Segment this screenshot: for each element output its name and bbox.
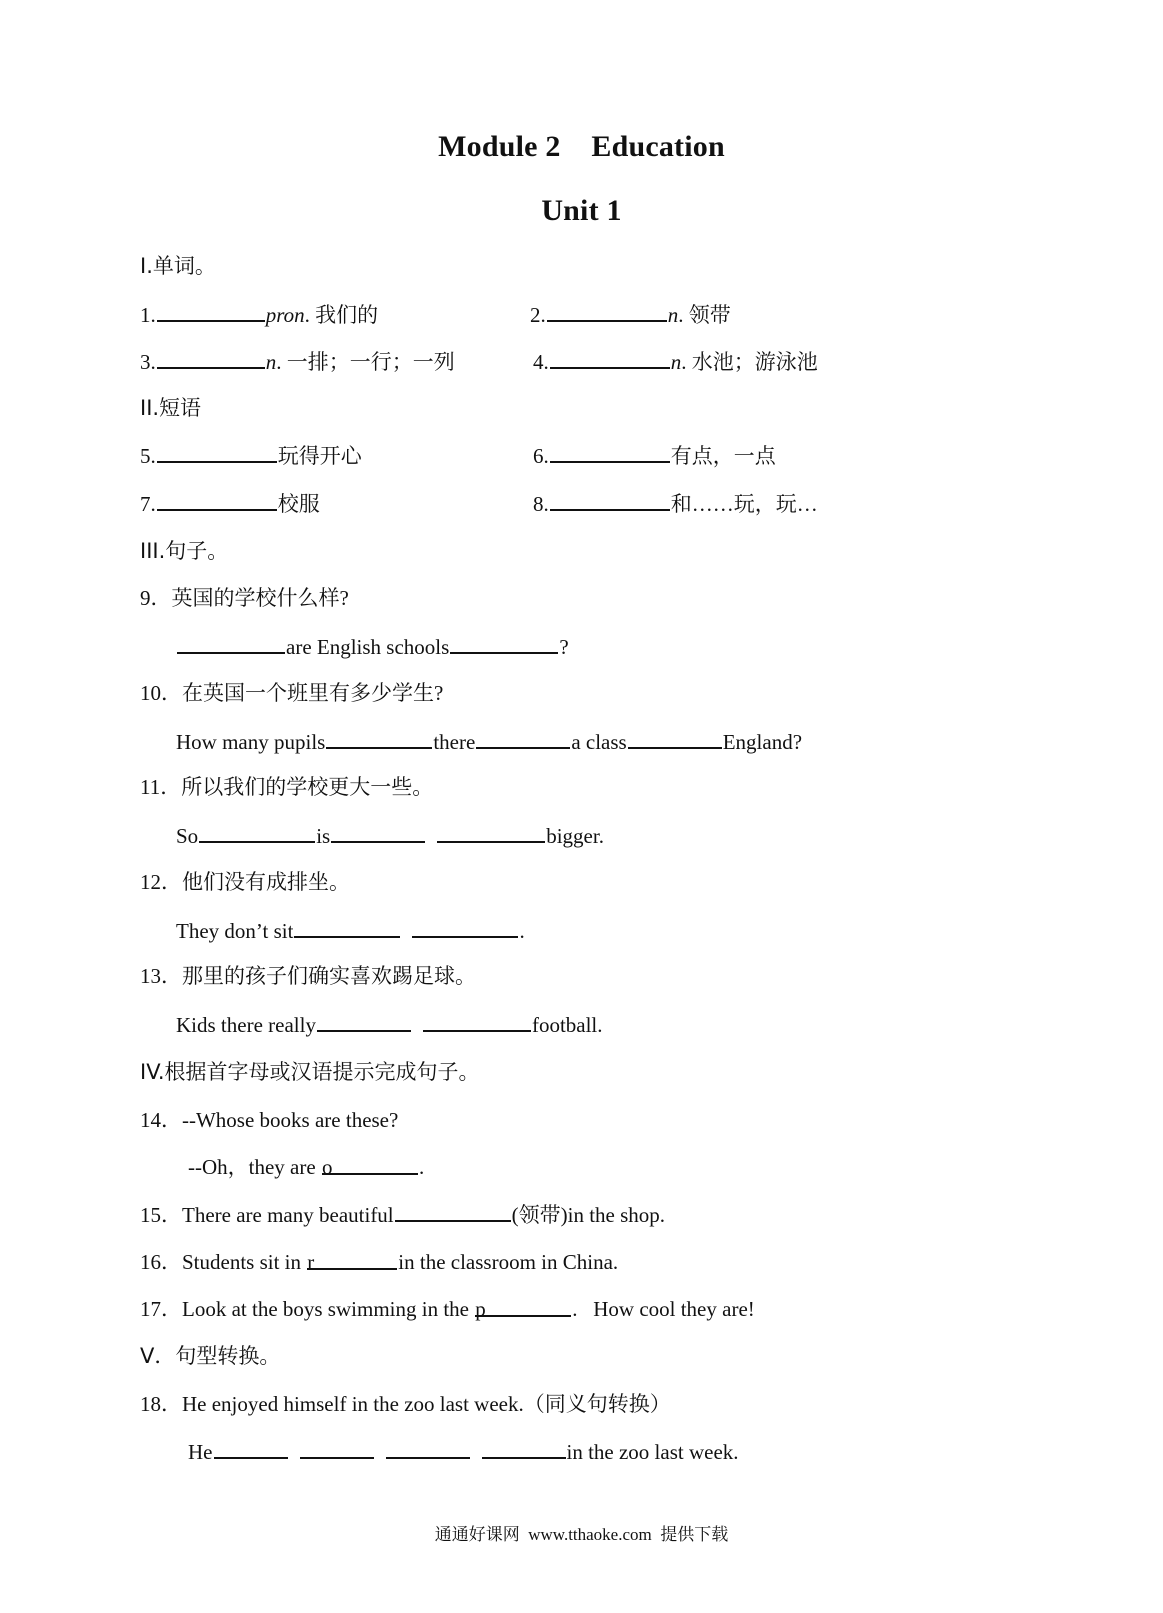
vocab-item-1 — [140, 300, 378, 329]
sentence-text: 17．Look at the boys swimming in the — [140, 1297, 475, 1321]
q13-english — [176, 1010, 603, 1039]
meaning: 玩得开心 — [277, 444, 362, 468]
item-number: 5. — [140, 444, 156, 468]
section-3-heading: III.句子。 — [140, 539, 229, 563]
sentence-text: 16．Students sit in — [140, 1250, 307, 1274]
meaning: 有点，一点 — [670, 444, 776, 468]
meaning: 校服 — [277, 492, 320, 516]
answer-blank[interactable] — [547, 300, 667, 322]
phrase-item-7 — [140, 489, 320, 518]
unit-title: Unit 1 — [541, 194, 622, 227]
sentence-text: (领带)in the shop. — [511, 1203, 666, 1227]
sentence-text: bigger. — [546, 824, 604, 848]
q12-english — [176, 916, 525, 945]
answer-blank[interactable] — [482, 1437, 566, 1459]
phrase-item-5 — [140, 441, 362, 470]
meaning: . 水池；游泳池 — [681, 350, 818, 374]
item-number: 1. — [140, 303, 156, 327]
answer-blank[interactable] — [157, 300, 265, 322]
part-of-speech: n — [667, 303, 679, 327]
meaning: . 一排；一行；一列 — [276, 350, 455, 374]
section-5-heading: V．句型转换。 — [140, 1344, 281, 1368]
sentence-text: 15．There are many beautiful — [140, 1203, 394, 1227]
sentence-text: are English schools — [286, 635, 450, 659]
answer-blank[interactable] — [437, 821, 545, 843]
q17 — [140, 1295, 755, 1323]
q9-chinese: 9．英国的学校什么样? — [140, 586, 349, 610]
meaning: . 我们的 — [304, 303, 379, 327]
sentence-text: in the classroom in China. — [398, 1250, 619, 1274]
sentence-text: a class — [571, 730, 627, 754]
q13-chinese: 13．那里的孩子们确实喜欢踢足球。 — [140, 964, 476, 988]
answer-blank[interactable] — [300, 1437, 374, 1459]
answer-blank[interactable] — [550, 347, 670, 369]
answer-blank[interactable] — [550, 489, 670, 511]
answer-blank[interactable] — [550, 441, 670, 463]
answer-blank[interactable] — [214, 1437, 288, 1459]
q15 — [140, 1200, 665, 1229]
answer-blank[interactable] — [475, 1295, 571, 1321]
answer-blank[interactable] — [177, 632, 285, 654]
phrase-item-6 — [533, 441, 776, 470]
q18-answer — [188, 1437, 739, 1466]
sentence-text: . — [418, 1155, 425, 1179]
item-number: 6. — [533, 444, 549, 468]
phrase-item-8 — [533, 489, 818, 518]
sentence-text: in the zoo last week. — [566, 1440, 739, 1464]
vocab-item-4 — [533, 347, 818, 376]
answer-blank[interactable] — [157, 441, 277, 463]
q16 — [140, 1248, 618, 1276]
q14-question: 14．--Whose books are these? — [140, 1108, 399, 1132]
answer-blank[interactable] — [307, 1248, 397, 1274]
item-number: 7. — [140, 492, 156, 516]
sentence-text: there — [433, 730, 476, 754]
vocab-item-2 — [530, 300, 731, 329]
answer-blank[interactable] — [199, 821, 315, 843]
item-number: 8. — [533, 492, 549, 516]
sentence-text: So — [176, 824, 199, 848]
q18-question: 18．He enjoyed himself in the zoo last week.（同义句转换） — [140, 1392, 671, 1416]
vocab-item-3 — [140, 347, 455, 376]
part-of-speech: pron — [265, 303, 305, 327]
q12-chinese: 12．他们没有成排坐。 — [140, 870, 350, 894]
section-2-heading: II.短语 — [140, 396, 202, 420]
answer-blank[interactable] — [317, 1010, 411, 1032]
sentence-text: . How cool they are! — [572, 1297, 755, 1321]
q9-english — [176, 632, 569, 661]
first-letter-hint: r — [307, 1250, 315, 1274]
sentence-text: football. — [531, 1013, 603, 1037]
page-title: Module 2 Education — [438, 130, 725, 163]
sentence-text: --Oh，they are — [188, 1155, 321, 1179]
answer-blank[interactable] — [331, 821, 425, 843]
answer-blank[interactable] — [450, 632, 558, 654]
meaning: . 领带 — [678, 303, 731, 327]
answer-blank[interactable] — [157, 347, 265, 369]
sentence-text: How many pupils — [176, 730, 326, 754]
answer-blank[interactable] — [628, 727, 722, 749]
section-4-heading: IV.根据首字母或汉语提示完成句子。 — [140, 1060, 480, 1084]
q10-chinese: 10．在英国一个班里有多少学生? — [140, 681, 444, 705]
item-number: 3. — [140, 350, 156, 374]
answer-blank[interactable] — [294, 916, 400, 938]
part-of-speech: n — [670, 350, 682, 374]
sentence-text: ? — [559, 635, 569, 659]
sentence-text: . — [519, 919, 525, 943]
section-1-heading: I.单词。 — [140, 254, 216, 278]
item-number: 4. — [533, 350, 549, 374]
q11-english — [176, 821, 604, 850]
answer-blank[interactable] — [326, 727, 432, 749]
answer-blank[interactable] — [412, 916, 518, 938]
answer-blank[interactable] — [157, 489, 277, 511]
sentence-text: Kids there really — [176, 1013, 316, 1037]
first-letter-hint: o — [321, 1155, 333, 1179]
part-of-speech: n — [265, 350, 277, 374]
answer-blank[interactable] — [423, 1010, 531, 1032]
sentence-text: England? — [722, 730, 803, 754]
first-letter-hint: p — [475, 1297, 486, 1321]
sentence-text: They don’t sit — [176, 919, 294, 943]
item-number: 2. — [530, 303, 546, 327]
answer-blank[interactable] — [386, 1437, 470, 1459]
meaning: 和……玩，玩… — [670, 492, 818, 516]
sentence-text: He — [188, 1440, 213, 1464]
answer-blank[interactable] — [321, 1153, 418, 1179]
answer-blank[interactable] — [395, 1200, 511, 1222]
page-footer: 通通好课网 www.tthaoke.com 提供下载 — [434, 1525, 729, 1544]
q11-chinese: 11．所以我们的学校更大一些。 — [140, 775, 434, 799]
sentence-text: is — [316, 824, 331, 848]
q10-english — [176, 727, 802, 756]
answer-blank[interactable] — [476, 727, 570, 749]
q14-answer — [188, 1153, 424, 1181]
